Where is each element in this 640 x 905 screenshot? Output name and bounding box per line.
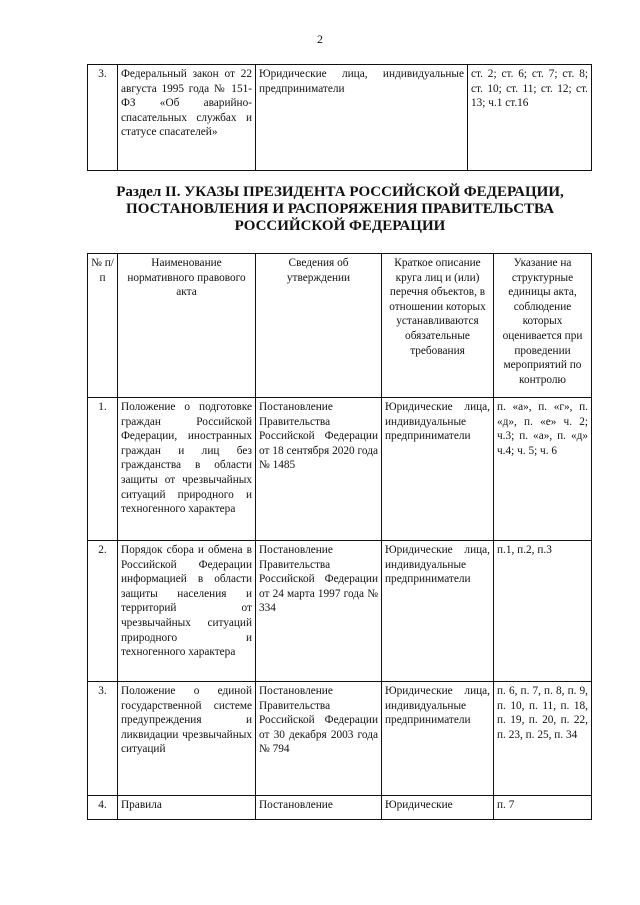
act-name: Федеральный закон от 22 августа 1995 года № 151-ФЗ «Об аварийно-спасательных службах и статусе спасателей»: [118, 65, 256, 171]
section-heading-line: РОССИЙСКОЙ ФЕДЕРАЦИИ: [234, 218, 446, 234]
table-row: [88, 541, 592, 682]
row-number: 3.: [88, 65, 118, 171]
table-row: [88, 398, 592, 541]
header-subjects: Краткое описание круга лиц и (или) перечня объектов, в отношении которых устанавливаются обязательные требования: [382, 254, 494, 398]
row-number: 3.: [88, 682, 118, 796]
structural-units: п. 6, п. 7, п. 8, п. 9, п. 10, п. 11, п. 18, п. 19, п. 20, п. 22, п. 23, п. 25, п. 34: [494, 682, 592, 796]
section-heading-line: Раздел II. УКАЗЫ ПРЕЗИДЕНТА РОССИЙСКОЙ ФЕДЕРАЦИИ,: [116, 184, 564, 200]
table-row: [88, 682, 592, 796]
structural-units: п. «а», п. «г», п. «д», п. «е» ч. 2; ч.3; п. «а», п. «д» ч.4; ч. 5; ч. 6: [494, 398, 592, 541]
header-act-name: Наименование нормативного правового акта: [118, 254, 256, 398]
table-header-row: [88, 254, 592, 398]
requirements-table: [87, 253, 592, 820]
header-number: № п/п: [88, 254, 118, 398]
act-name: Положение о единой государственной системе предупреждения и ликвидации чрезвычайных ситуаций: [118, 682, 256, 796]
subjects-description: Юридические лица, индивидуальные предприниматели: [382, 682, 494, 796]
section-heading-line: ПОСТАНОВЛЕНИЯ И РАСПОРЯЖЕНИЯ ПРАВИТЕЛЬСТВА: [126, 201, 554, 217]
act-name: Порядок сбора и обмена в Российской Федерации информацией в области защиты населения и территорий от чрезвычайных ситуаций природного и техногенного характера: [118, 541, 256, 682]
subjects-description: Юридические лица, индивидуальные предприниматели: [256, 65, 468, 171]
act-name: Положение о подготовке граждан Российской Федерации, иностранных граждан и лиц без гражданства в области защиты от чрезвычайных ситуаций природного и техногенного характера: [118, 398, 256, 541]
approval-info: Постановление Правительства Российской Федерации от 30 декабря 2003 года № 794: [256, 682, 382, 796]
approval-info: Постановление Правительства Российской Федерации от 18 сентября 2020 года № 1485: [256, 398, 382, 541]
header-approval: Сведения об утверждении: [256, 254, 382, 398]
row-number: 4.: [88, 796, 118, 820]
table-row: [88, 65, 592, 171]
act-name: Правила: [118, 796, 256, 820]
subjects-description: Юридические лица, индивидуальные предприниматели: [382, 398, 494, 541]
row-number: 1.: [88, 398, 118, 541]
section-heading: [60, 184, 620, 235]
table-row: [88, 796, 592, 820]
structural-units: ст. 2; ст. 6; ст. 7; ст. 8; ст. 10; ст. 11; ст. 12; ст. 13; ч.1 ст.16: [468, 65, 592, 171]
structural-units: п. 7: [494, 796, 592, 820]
approval-info: Постановление: [256, 796, 382, 820]
continued-table: [87, 64, 592, 171]
row-number: 2.: [88, 541, 118, 682]
structural-units: п.1, п.2, п.3: [494, 541, 592, 682]
approval-info: Постановление Правительства Российской Федерации от 24 марта 1997 года № 334: [256, 541, 382, 682]
page-number: 2: [317, 32, 323, 46]
subjects-description: Юридические лица, индивидуальные предприниматели: [382, 541, 494, 682]
subjects-description: Юридические: [382, 796, 494, 820]
header-units: Указание на структурные единицы акта, соблюдение которых оценивается при проведении мероприятий по контролю: [494, 254, 592, 398]
